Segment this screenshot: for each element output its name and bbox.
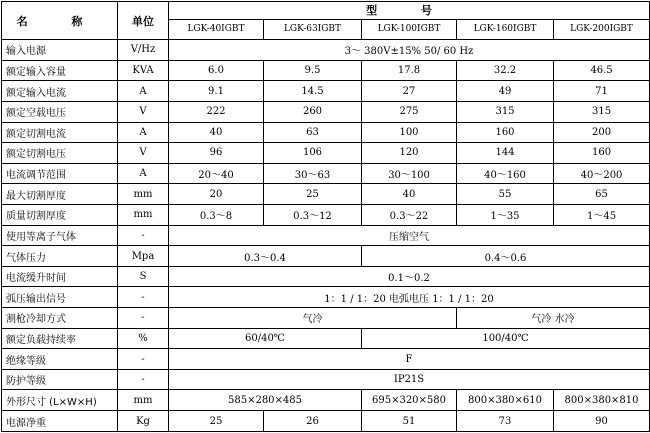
model-cell: LGK-160IGBT (457, 19, 554, 40)
row-value: 120 (362, 143, 457, 164)
row-unit: A (118, 81, 169, 102)
table-row (2, 328, 650, 349)
row-value: 0.3～22 (362, 205, 457, 226)
row-label: 额定切割电压 (2, 143, 118, 164)
row-value: 压缩空气 (169, 225, 650, 246)
row-value: 60/40℃ (169, 328, 362, 349)
row-value: 55 (457, 184, 554, 205)
table-row (2, 390, 650, 411)
row-label: 气体压力 (2, 246, 118, 267)
name-header: 名 称 (2, 2, 118, 40)
row-value: 800×380×810 (554, 390, 650, 411)
table-row (2, 122, 650, 143)
row-label: 绝缘等级 (2, 349, 118, 370)
row-value: 3～ 380V±15% 50/ 60 Hz (169, 40, 650, 61)
row-label: 使用等离子气体 (2, 225, 118, 246)
row-value: 90 (554, 411, 650, 432)
row-value: 63 (264, 122, 362, 143)
row-value: 51 (362, 411, 457, 432)
row-label: 额定空载电压 (2, 101, 118, 122)
model-cell: LGK-200IGBT (554, 19, 650, 40)
row-unit: A (118, 163, 169, 184)
row-value: 275 (362, 101, 457, 122)
model-cell: LGK-63IGBT (264, 19, 362, 40)
spec-table (1, 1, 650, 432)
row-label: 额定切割电流 (2, 122, 118, 143)
row-value: 96 (169, 143, 264, 164)
row-value: 222 (169, 101, 264, 122)
row-value: 30～100 (362, 163, 457, 184)
row-label: 输入电源 (2, 40, 118, 61)
row-value: 49 (457, 81, 554, 102)
table-row (2, 246, 650, 267)
table-row (2, 143, 650, 164)
table-row (2, 81, 650, 102)
row-value: 315 (554, 101, 650, 122)
row-value: 40～160 (457, 163, 554, 184)
row-value: 25 (264, 184, 362, 205)
row-value: 1：1 / 1：20 电弧电压 1：1 / 1：20 (169, 287, 650, 308)
row-value: 160 (554, 143, 650, 164)
row-label: 额定输入电流 (2, 81, 118, 102)
row-value: 40 (362, 184, 457, 205)
table-row (2, 40, 650, 61)
model-header: 型 号 (169, 2, 650, 20)
table-row (2, 308, 650, 329)
row-unit: KVA (118, 60, 169, 81)
row-unit: V (118, 101, 169, 122)
row-label: 额定负载持续率 (2, 328, 118, 349)
row-value: 17.8 (362, 60, 457, 81)
row-value: 100/40℃ (362, 328, 650, 349)
row-value: 26 (264, 411, 362, 432)
table-row (2, 266, 650, 287)
row-value: 100 (362, 122, 457, 143)
row-value: 260 (264, 101, 362, 122)
row-value: 32.2 (457, 60, 554, 81)
table-row (2, 225, 650, 246)
table-row (2, 184, 650, 205)
row-unit: mm (118, 205, 169, 226)
row-unit: V (118, 143, 169, 164)
row-unit: A (118, 122, 169, 143)
row-label: 质量切割厚度 (2, 205, 118, 226)
row-value: 14.5 (264, 81, 362, 102)
table-row (2, 163, 650, 184)
row-value: 71 (554, 81, 650, 102)
row-unit: S (118, 266, 169, 287)
model-cell: LGK-100IGBT (362, 19, 457, 40)
row-value: 0.3～0.4 (169, 246, 362, 267)
row-value: 65 (554, 184, 650, 205)
row-value: 27 (362, 81, 457, 102)
table-row (2, 287, 650, 308)
table-row (2, 101, 650, 122)
row-unit: - (118, 287, 169, 308)
row-value: IP21S (169, 369, 650, 390)
row-label: 防护等级 (2, 369, 118, 390)
row-value: 30～63 (264, 163, 362, 184)
row-value: 106 (264, 143, 362, 164)
table-row (2, 60, 650, 81)
row-unit: Mpa (118, 246, 169, 267)
model-cell: LGK-40IGBT (169, 19, 264, 40)
row-label: 最大切割厚度 (2, 184, 118, 205)
row-value: 1～45 (554, 205, 650, 226)
row-label: 电流调节范围 (2, 163, 118, 184)
row-value: 25 (169, 411, 264, 432)
row-value: 315 (457, 101, 554, 122)
table-row (2, 369, 650, 390)
row-value: 46.5 (554, 60, 650, 81)
row-value: 气冷 (169, 308, 457, 329)
row-label: 外形尺寸 (L×W×H) (2, 390, 118, 411)
row-value: 0.3～8 (169, 205, 264, 226)
row-value: 0.4～0.6 (362, 246, 650, 267)
row-label: 额定输入容量 (2, 60, 118, 81)
row-value: 20～40 (169, 163, 264, 184)
row-value: 0.1～0.2 (169, 266, 650, 287)
row-value: 73 (457, 411, 554, 432)
row-unit: mm (118, 184, 169, 205)
row-unit: % (118, 328, 169, 349)
row-unit: V/Hz (118, 40, 169, 61)
row-value: 585×280×485 (169, 390, 362, 411)
row-label: 割枪冷却方式 (2, 308, 118, 329)
row-value: F (169, 349, 650, 370)
row-unit: mm (118, 390, 169, 411)
row-value: 160 (457, 122, 554, 143)
header-row (2, 2, 650, 20)
row-unit: - (118, 349, 169, 370)
row-value: 20 (169, 184, 264, 205)
table-row (2, 411, 650, 432)
row-unit: - (118, 308, 169, 329)
row-unit: - (118, 225, 169, 246)
row-label: 弧压输出信号 (2, 287, 118, 308)
row-value: 40 (169, 122, 264, 143)
row-unit: Kg (118, 411, 169, 432)
row-label: 电源净重 (2, 411, 118, 432)
row-value: 0.3～12 (264, 205, 362, 226)
row-value: 40～200 (554, 163, 650, 184)
row-value: 800×380×610 (457, 390, 554, 411)
row-unit: - (118, 369, 169, 390)
table-row (2, 349, 650, 370)
row-label: 电流缓升时间 (2, 266, 118, 287)
unit-header: 单位 (118, 2, 169, 40)
row-value: 6.0 (169, 60, 264, 81)
row-value: 1～35 (457, 205, 554, 226)
row-value: 200 (554, 122, 650, 143)
row-value: 9.5 (264, 60, 362, 81)
row-value: 9.1 (169, 81, 264, 102)
row-value: 144 (457, 143, 554, 164)
row-value: 气冷 水冷 (457, 308, 650, 329)
table-row (2, 205, 650, 226)
row-value: 695×320×580 (362, 390, 457, 411)
